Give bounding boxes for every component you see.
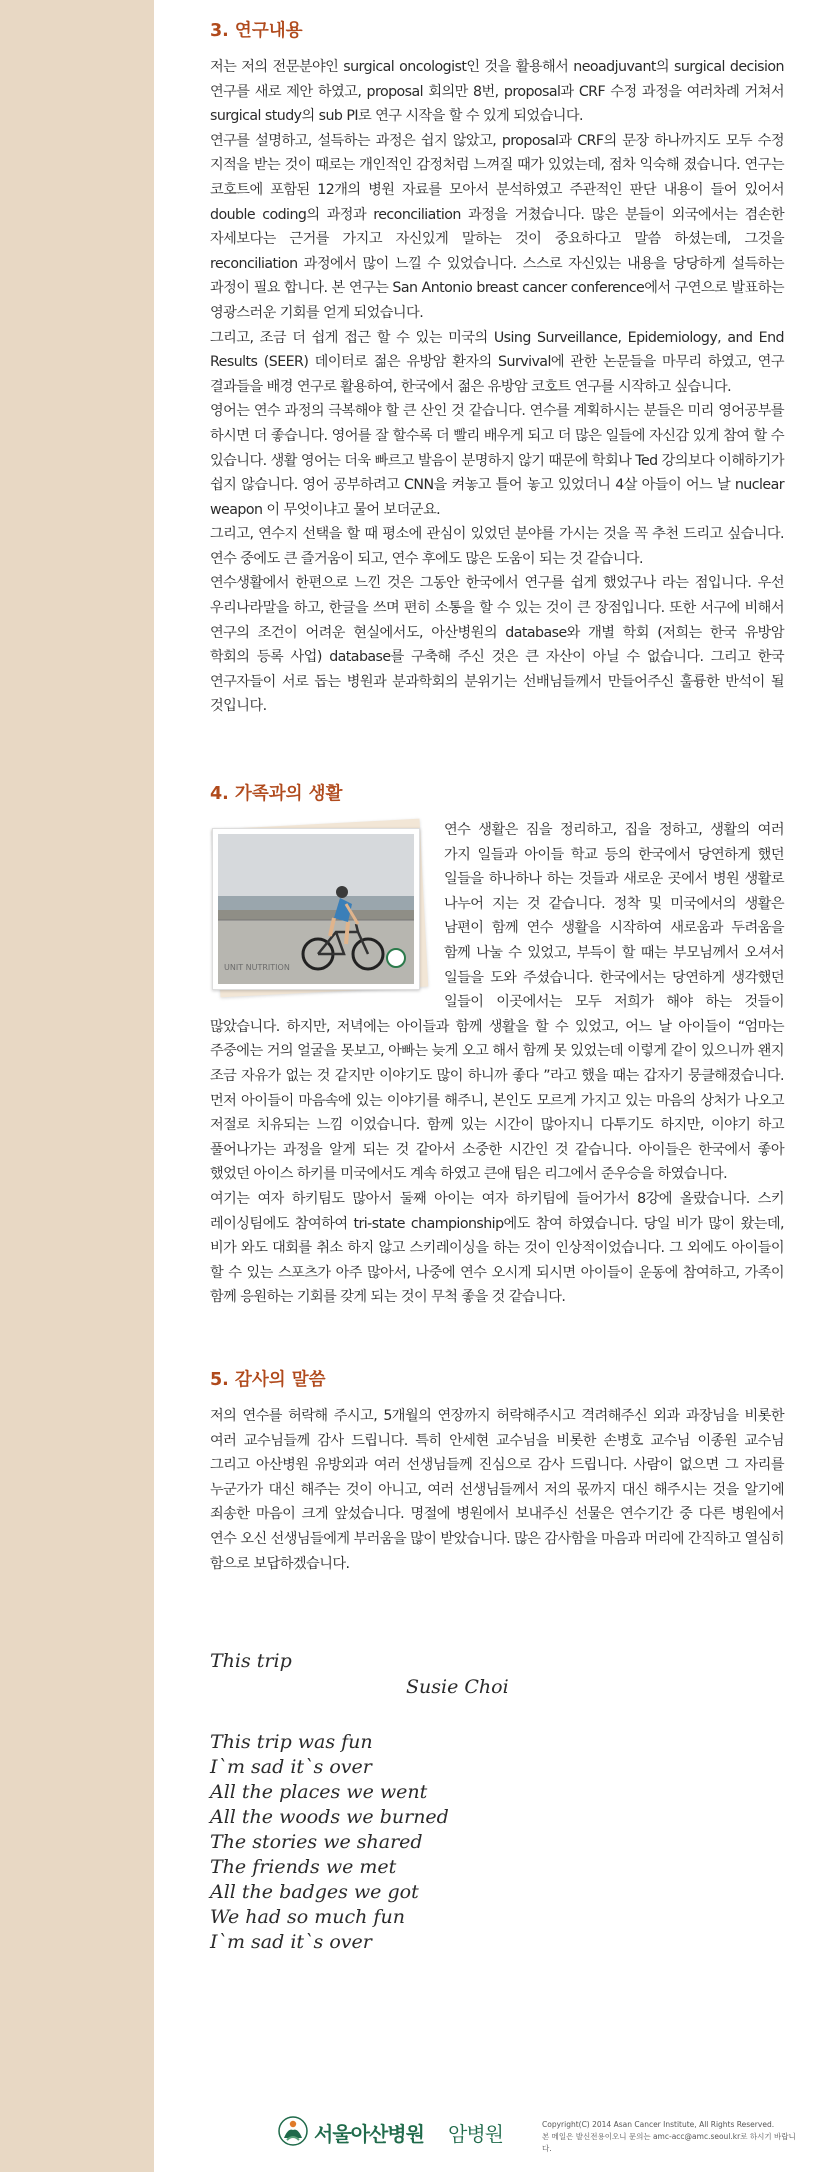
paragraph: 영어는 연수 과정의 극복해야 할 큰 산인 것 같습니다. 연수를 계획하시는 분들은 미리 영어공부를 하시면 더 좋습니다. 영어를 잘 할수록 더 빨리 배우게 되고 더 많은 일들에 자신감 있게 참여 할 수 있습니다. 생활 영어는 더욱 빠르고 발음이 분명하지 않기 때문에 학회나 Ted 강의보다 이해하기가 쉽지 않습니다. 영어 공부하려고 CNN을 켜놓고 틀어 놓고 있었더니 4살 아들이 어느 날 nuclear weapon 이 무엇이냐고 물어 보더군요.: [210, 403, 784, 518]
paragraph: 연수 생활은 짐을 정리하고, 집을 정하고, 생활의 여러 가지 일들과 아이들 학교 등의 한국에서 당연하게 했던 일들을 하나하나 하는 것들과 새로운 곳에서 병원 생활로 나누어 지는 것 같습니다. 정착 및 미국에서의 생활은 남편이 함께 연수 생활을 시작하여 새로움과 두려움을 함께 나눌 수 있었고, 부득이 할 때는 부모님께서 오셔서 일들을 도와 주셨습니다. 한국에서는 당연하게 생각했던 일들이 이곳에서는 모두 저희가 해야 하는 것들이 많았습니다. 하지만, 저녁에는 아이들과 함께 생활을 할 수 있었고, 어느 날 아이들이 “엄마는 주중에는 거의 얼굴을 못보고, 아빠는 늦게 오고 해서 함께 못 있었는데 이렇게 같이 있으니까 왠지 조금 자유가 없는 것 같지만 이야기도 많이 하니까 좋다 ”라고 했을 때는 갑자기 뭉클해졌습니다. 먼저 아이들이 마음속에 있는 이야기를 해주니, 본인도 모르게 가지고 있는 마음의 상처가 나오고 저절로 치유되는 느낌 이었습니다. 함께 있는 시간이 많아지니 다투기도 하지만, 이야기 하고 풀어나가는 과정을 알게 되는 것 같아서 소중한 시간인 것 같습니다. 아이들은 한국에서 좋아 했었던 아이스 하키를 미국에서도 계속 하였고 큰애 팀은 리그에서 준우승을 하였습니다.: [210, 822, 784, 1183]
paragraph: 저는 저의 전문분야인 surgical oncologist인 것을 활용해서 neoadjuvant의 surgical decision 연구를 새로 제안 하였고, proposal 회의만 8번, proposal과 CRF 수정 과정을 여러차례 거쳐서 surgical study의 sub PI로 연구 시작을 할 수 있게 되었습니다.: [210, 59, 784, 125]
poem-line: All the badges we got: [210, 1881, 419, 1903]
poem: [210, 1648, 784, 1955]
poem-line: I`m sad it`s over: [210, 1931, 372, 1953]
poem-line: The stories we shared: [210, 1831, 423, 1853]
hospital-logo-icon[interactable]: [278, 2116, 308, 2146]
paragraph: 연수생활에서 한편으로 느낀 것은 그동안 한국에서 연구를 쉽게 했었구나 라는 점입니다. 우선 우리나라말을 하고, 한글을 쓰며 편히 소통을 할 수 있는 것이 큰 장점입니다. 또한 서구에 비해서 연구의 조건이 어려운 현실에서도, 아산병원의 database와 개별 학회 (저희는 한국 유방암 학회의 등록 사업) database를 구축해 주신 것은 큰 자산이 아닐 수 없습니다. 그리고 한국 연구자들이 서로 돕는 병원과 분과학회의 분위기는 선배님들께서 만들어주신 훌륭한 반석이 될 것입니다.: [210, 575, 784, 715]
poem-title: This trip: [210, 1650, 292, 1672]
poem-line: The friends we met: [210, 1856, 397, 1878]
poem-line: This trip was fun: [210, 1731, 373, 1753]
photo-caption: UNIT NUTRITION: [224, 963, 290, 972]
paragraph: 저의 연수를 허락해 주시고, 5개월의 연장까지 허락해주시고 격려해주신 외과 과장님을 비롯한 여러 교수님들께 감사 드립니다. 특히 안세현 교수님을 비롯한 손병호 교수님 이종원 교수님 그리고 아산병원 유방외과 여러 선생님들께 진심으로 감사 드립니다. 사람이 없으면 그 자리를 누군가가 대신 해주는 것이 아니고, 여러 선생님들께서 저의 몫까지 대신 해주시는 것을 알기에 죄송한 마음이 크게 앞섰습니다. 명절에 병원에서 보내주신 선물은 연수기간 중 다른 병원에서 연수 오신 선생님들에게 부러움을 많이 받았습니다. 많은 감사함을 마음과 머리에 간직하고 열심히 함으로 보답하겠습니다.: [210, 1408, 784, 1572]
hospital-name[interactable]: 서울아산병원: [314, 2122, 424, 2146]
poem-line: All the woods we burned: [210, 1806, 449, 1828]
paragraph: 연구를 설명하고, 설득하는 과정은 쉽지 않았고, proposal과 CRF의 문장 하나까지도 모두 수정 지적을 받는 것이 때로는 개인적인 감정처럼 느껴질 때가 있었는데, 점차 익숙해 졌습니다. 연구는 코호트에 포함된 12개의 병원 자료를 모아서 분석하였고 주관적인 판단 내용이 들어 있어서 double coding의 과정과 reconciliation 과정을 거쳤습니다. 많은 분들이 외국에서는 겸손한 자세보다는 근거를 가지고 자신있게 말하는 것이 중요하다고 말씀 하셨는데, 그것을 reconciliation 과정에서 많이 느낄 수 있었습니다. 스스로 자신있는 내용을 당당하게 설득하는 과정이 필요 합니다. 본 연구는 San Antonio breast cancer conference에서 구연으로 발표하는 영광스러운 기회를 얻게 되었습니다.: [210, 132, 784, 321]
photo-print: [212, 828, 420, 990]
section-heading-research: 3. 연구내용: [210, 21, 303, 41]
poem-author: Susie Choi: [406, 1676, 509, 1698]
paragraph: 그리고, 연수지 선택을 할 때 평소에 관심이 있었던 분야를 가시는 것을 꼭 추천 드리고 싶습니다. 연수 중에도 큰 즐거움이 되고, 연수 후에도 많은 도움이 되는 것 같습니다.: [210, 526, 784, 567]
section-heading-thanks: 5. 감사의 말씀: [210, 1370, 326, 1390]
photo-frame: [210, 824, 426, 996]
copyright-line: Copyright(C) 2014 Asan Cancer Institute, All Rights Reserved.: [542, 2120, 775, 2129]
poem-line: I`m sad it`s over: [210, 1756, 372, 1778]
left-decorative-band: [0, 0, 154, 2172]
section-research: [210, 17, 784, 719]
paragraph: 그리고, 조금 더 쉽게 접근 할 수 있는 미국의 Using Surveillance, Epidemiology, and End Results (SEER) 데이터로 젊은 유방암 환자의 Survival에 관한 논문들을 마무리 하였고, 연구 결과들을 배경 연구로 활용하여, 한국에서 젊은 유방암 코호트 연구를 시작하고 싶습니다.: [210, 329, 784, 395]
copyright-notice: [542, 2119, 798, 2155]
section-heading-family-life: 4. 가족과의 생활: [210, 784, 343, 804]
section-family-life: [210, 780, 784, 1310]
poem-line: We had so much fun: [210, 1906, 405, 1928]
paragraph: 여기는 여자 하키팀도 많아서 둘째 아이는 여자 하키팀에 들어가서 8강에 올랐습니다. 스키 레이싱팀에도 참여하여 tri-state championship에도 참여 하였습니다. 당일 비가 많이 왔는데, 비가 와도 대회를 취소 하지 않고 스키레이싱을 하는 것이 인상적이었습니다. 그 외에도 아이들이 할 수 있는 스포츠가 아주 많아서, 나중에 연수 오시게 되시면 아이들이 운동에 참여하고, 가족이 함께 응원하는 기회를 갖게 되는 것이 무척 좋을 것 같습니다.: [210, 1190, 784, 1306]
cyclist-photo-icon: [218, 834, 414, 984]
division-name: 암병원: [448, 2122, 503, 2146]
section-thanks: [210, 1366, 784, 1576]
footer: [278, 2112, 798, 2152]
contact-line: 본 메일은 발신전용이오니 문의는 amc-acc@amc.seoul.kr로 하시기 바랍니다.: [542, 2132, 796, 2153]
poem-line: All the places we went: [210, 1781, 428, 1803]
